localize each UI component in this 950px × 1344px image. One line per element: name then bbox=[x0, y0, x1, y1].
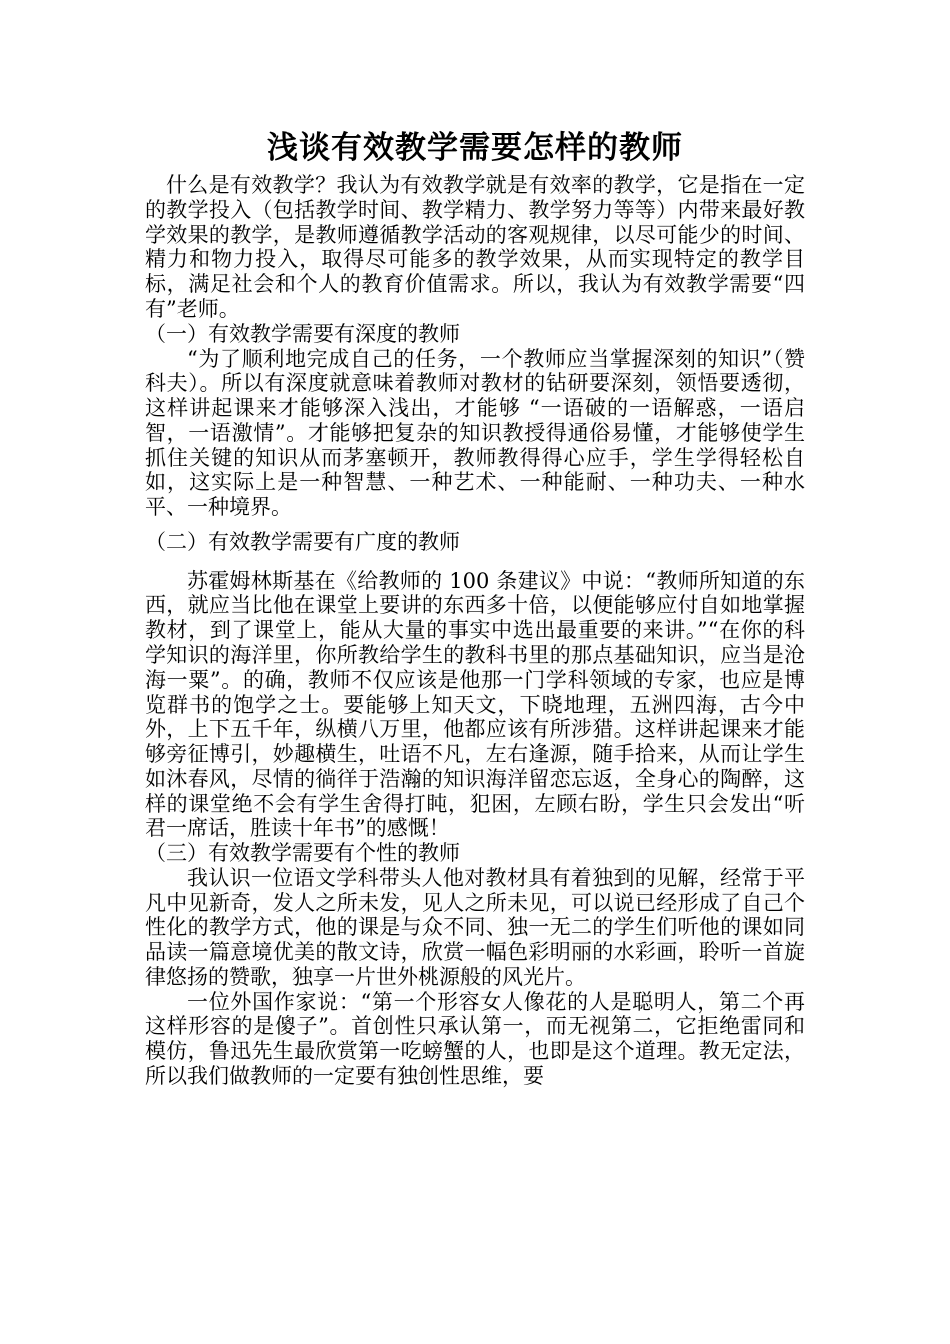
section-body-breadth: 苏霍姆林斯基在《给教师的 100 条建议》中说：“教师所知道的东西，就应当比他在课堂上要讲的东西多十倍，以便能够应付自如地掌握教材，到了课堂上，能从大量的事实中选出最重要的来讲。”“在你的科学知识的海洋里，你所教给学生的教科书里的那点基础知识，应当是沧海一粟”。的确，教师不仅应该是他那一门学科领域的专家，也应是博览群书的饱学之士。要能够上知天文，下晓地理，五洲四海，古今中外，上下五千年，纵横八万里，他都应该有所涉猎。这样讲起课来才能够旁征博引，妙趣横生，吐语不凡，左右逢源，随手拾来，从而让学生如沐春风，尽情的徜徉于浩瀚的知识海洋留恋忘返，全身心的陶醉，这样的课堂绝不会有学生舍得打盹，犯困，左顾右盼，学生只会发出“听君一席话，胜读十年书”的感慨！ bbox=[145, 568, 805, 841]
section-body-personality-1: 我认识一位语文学科带头人他对教材具有着独到的见解，经常于平凡中见新奇，发人之所未发，见人之所未见，可以说已经形成了自己个性化的教学方式，他的课是与众不同、独一无二的学生们听他的课如同品读一篇意境优美的散文诗，欣赏一幅色彩明丽的水彩画，聆听一首旋律悠扬的赞歌，独享一片世外桃源般的风光片。 bbox=[145, 865, 805, 989]
section-heading-personality: （三）有效教学需要有个性的教师 bbox=[145, 841, 460, 866]
section-heading-depth: （一）有效教学需要有深度的教师 bbox=[145, 321, 460, 346]
section-body-depth: “为了顺利地完成自己的任务，一个教师应当掌握深刻的知识”（赞科夫）。所以有深度就意味着教师对教材的钻研要深刻，领悟要透彻，这样讲起课来才能够深入浅出，才能够 “一语破的一语解惑，一语启智，一语激情”。才能够把复杂的知识教授得通俗易懂，才能够使学生抓住关键的知识从而茅塞顿开，教师教得得心应手，学生学得轻松自如，这实际上是一种智慧、一种艺术、一种能耐、一种功夫、一种水平、一种境界。 bbox=[145, 346, 805, 520]
section-body-personality-2: 一位外国作家说：“第一个形容女人像花的人是聪明人，第二个再这样形容的是傻子”。首创性只承认第一，而无视第二，它拒绝雷同和模仿，鲁迅先生最欣赏第一吃螃蟹的人，也即是这个道理。教无定法，所以我们做教师的一定要有独创性思维，要 bbox=[145, 989, 805, 1088]
section-heading-breadth: （二）有效教学需要有广度的教师 bbox=[145, 529, 460, 554]
document-title: 浅谈有效教学需要怎样的教师 bbox=[267, 130, 683, 166]
intro-paragraph: 什么是有效教学？我认为有效教学就是有效率的教学，它是指在一定的教学投入（包括教学时间、教学精力、教学努力等等）内带来最好教学效果的教学，是教师遵循教学活动的客观规律，以尽可能少的时间、精力和物力投入，取得尽可能多的教学效果，从而实现特定的教学目标，满足社会和个人的教育价值需求。所以，我认为有效教学需要“四有”老师。 bbox=[145, 173, 805, 322]
document-body bbox=[145, 130, 805, 1089]
